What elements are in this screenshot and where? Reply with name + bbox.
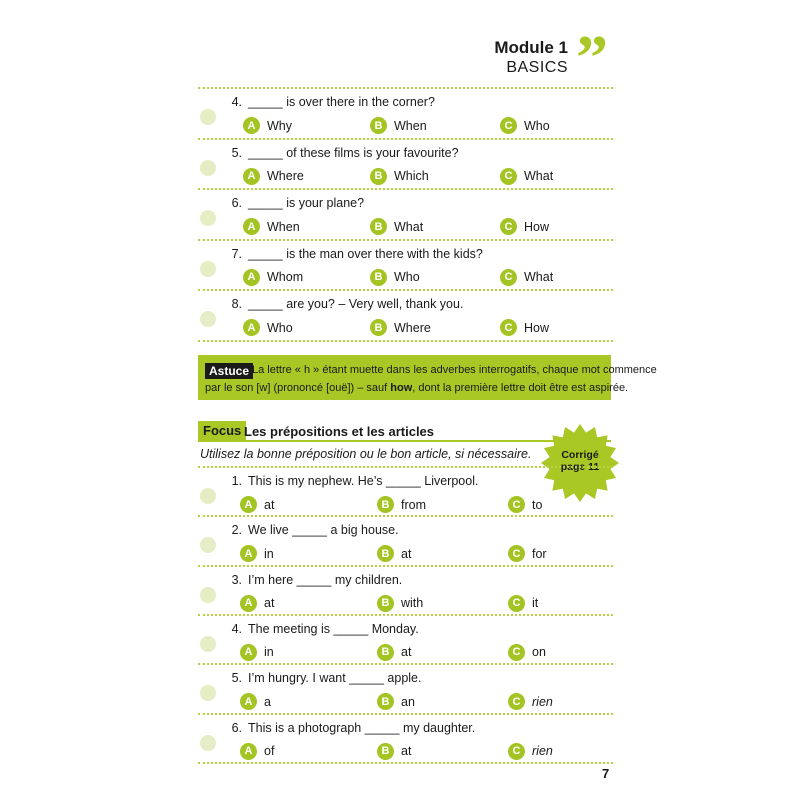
answer-checkbox[interactable] <box>200 636 216 652</box>
module-title: Module 1 <box>494 38 568 57</box>
option-letter-badge: C <box>500 319 517 336</box>
option-b[interactable] <box>377 496 426 513</box>
option-label: How <box>524 320 550 335</box>
option-label: a <box>264 694 271 709</box>
question-text: I’m here _____ my children. <box>248 572 403 587</box>
answer-checkbox[interactable] <box>200 685 216 701</box>
option-label: Who <box>524 118 550 133</box>
question-item <box>220 146 640 186</box>
question-number: 6. <box>231 196 242 210</box>
answer-checkbox[interactable] <box>200 587 216 603</box>
option-label: How <box>524 219 550 234</box>
question-number: 4. <box>231 95 242 109</box>
option-label: Who <box>394 270 420 284</box>
option-a[interactable] <box>240 496 274 513</box>
question-item <box>220 196 640 236</box>
option-label: When <box>394 118 427 133</box>
option-letter-badge: C <box>500 269 517 286</box>
answer-checkbox[interactable] <box>200 488 216 504</box>
option-c[interactable] <box>508 743 553 760</box>
option-letter-badge: A <box>243 168 260 185</box>
answer-checkbox[interactable] <box>200 735 216 751</box>
option-letter-badge: C <box>508 595 525 612</box>
option-letter-badge: B <box>370 168 387 185</box>
option-a[interactable] <box>240 743 274 760</box>
astuce-line-2-start: par le son [w] (prononcé [ouë]) – sauf <box>205 382 391 394</box>
option-label: in <box>264 645 274 660</box>
option-letter-badge: C <box>500 168 517 185</box>
option-a[interactable] <box>243 218 300 235</box>
option-label: with <box>401 596 424 611</box>
option-c[interactable] <box>500 218 549 235</box>
option-letter-badge: C <box>508 743 525 760</box>
option-letter-badge: C <box>508 693 525 710</box>
option-c[interactable] <box>508 595 538 612</box>
option-letter-badge: C <box>508 644 525 661</box>
question-text: _____ are you? – Very well, thank you. <box>248 297 464 311</box>
option-b[interactable] <box>370 168 429 185</box>
question-number: 4. <box>231 621 242 636</box>
module-header <box>494 38 568 78</box>
option-letter-badge: A <box>240 545 257 562</box>
option-letter-badge: B <box>377 595 394 612</box>
dotted-divider <box>198 614 613 616</box>
option-letter-badge: A <box>243 117 260 134</box>
question-number: 5. <box>231 145 242 160</box>
option-label: on <box>532 645 546 660</box>
question-number: 2. <box>231 523 242 538</box>
option-b[interactable] <box>370 117 427 134</box>
option-a[interactable] <box>243 319 293 336</box>
option-letter-badge: B <box>377 644 394 661</box>
question-number: 5. <box>231 671 242 686</box>
option-label: for <box>532 546 547 561</box>
astuce-line-1: La lettre « h » étant muette dans les adverbes interrogatifs, chaque mot commence <box>252 364 657 376</box>
dotted-divider <box>198 713 613 715</box>
option-a[interactable] <box>240 693 271 710</box>
option-letter-badge: C <box>500 117 517 134</box>
question-text: This is my nephew. He’s _____ Liverpool. <box>248 474 479 488</box>
option-label: What <box>394 219 424 234</box>
option-letter-badge: A <box>243 319 260 336</box>
dotted-divider <box>198 138 613 140</box>
question-text: _____ is the man over there with the kids? <box>248 246 483 261</box>
answer-checkbox[interactable] <box>200 210 216 226</box>
answer-checkbox[interactable] <box>200 160 216 176</box>
option-a[interactable] <box>240 644 274 661</box>
corrige-label: Corrigé <box>561 449 599 461</box>
focus-instruction: Utilisez la bonne préposition ou le bon article, si nécessaire. <box>200 447 532 461</box>
module-section: BASICS <box>506 59 568 76</box>
option-letter-badge: B <box>370 269 387 286</box>
dotted-divider <box>198 663 613 665</box>
option-b[interactable] <box>370 218 423 235</box>
question-number: 3. <box>231 572 242 587</box>
option-label: in <box>264 546 274 561</box>
option-letter-badge: A <box>243 218 260 235</box>
option-label: rien <box>532 694 553 709</box>
answer-checkbox[interactable] <box>200 537 216 553</box>
option-letter-badge: A <box>240 595 257 612</box>
option-c[interactable] <box>500 269 553 286</box>
option-b[interactable] <box>377 545 411 562</box>
answer-checkbox[interactable] <box>200 109 216 125</box>
option-letter-badge: A <box>240 644 257 661</box>
dotted-divider <box>198 466 613 468</box>
astuce-line-2-end: , dont la première lettre doit être est aspirée. <box>412 382 629 394</box>
astuce-line-2 <box>205 382 628 394</box>
question-item <box>220 95 640 135</box>
option-label: it <box>532 596 539 611</box>
dotted-divider <box>198 289 613 291</box>
option-letter-badge: A <box>243 269 260 286</box>
corrige-badge[interactable] <box>552 449 608 473</box>
astuce-keyword: how <box>390 382 413 394</box>
option-label: What <box>524 169 554 183</box>
option-label: from <box>401 497 426 512</box>
dotted-divider <box>198 340 613 342</box>
question-item <box>220 721 640 761</box>
option-b[interactable] <box>370 269 420 286</box>
option-letter-badge: A <box>240 693 257 710</box>
option-label: at <box>264 596 275 611</box>
question-number: 8. <box>231 297 242 311</box>
option-label: at <box>264 497 275 512</box>
option-b[interactable] <box>370 319 431 336</box>
question-number: 7. <box>231 246 242 261</box>
question-item <box>220 622 640 662</box>
question-item <box>220 474 640 514</box>
astuce-tag: Astuce <box>205 363 253 379</box>
question-number: 6. <box>231 720 242 735</box>
option-label: Where <box>267 169 304 183</box>
option-label: at <box>401 645 412 660</box>
option-a[interactable] <box>243 269 303 286</box>
answer-checkbox[interactable] <box>200 311 216 327</box>
option-label: an <box>401 694 415 709</box>
question-item <box>220 297 640 337</box>
option-label: of <box>264 744 275 758</box>
astuce-box <box>198 355 657 400</box>
option-label: rien <box>532 744 553 758</box>
option-b[interactable] <box>377 644 411 661</box>
question-item <box>220 573 640 613</box>
option-label: What <box>524 270 554 284</box>
focus-title: Les prépositions et les articles <box>244 424 435 439</box>
option-a[interactable] <box>243 117 292 134</box>
question-text: _____ is over there in the corner? <box>248 95 435 109</box>
option-label: When <box>267 219 300 234</box>
option-c[interactable] <box>508 496 542 513</box>
question-item <box>220 247 640 287</box>
option-letter-badge: B <box>370 319 387 336</box>
option-letter-badge: C <box>508 545 525 562</box>
option-label: to <box>532 497 543 512</box>
question-text: The meeting is _____ Monday. <box>248 621 419 636</box>
option-label: Why <box>267 118 292 133</box>
option-letter-badge: B <box>377 545 394 562</box>
option-letter-badge: B <box>377 743 394 760</box>
option-c[interactable] <box>500 168 553 185</box>
question-text: I’m hungry. I want _____ apple. <box>248 671 422 686</box>
question-text: _____ of these films is your favourite? <box>248 145 459 160</box>
option-label: Which <box>394 169 429 183</box>
question-number: 1. <box>231 474 242 488</box>
option-a[interactable] <box>240 595 274 612</box>
option-letter-badge: B <box>377 496 394 513</box>
option-c[interactable] <box>500 117 550 134</box>
dotted-divider <box>198 239 613 241</box>
option-b[interactable] <box>377 693 415 710</box>
option-letter-badge: B <box>370 117 387 134</box>
corrige-page: page 11 <box>560 461 600 473</box>
option-c[interactable] <box>508 644 546 661</box>
option-letter-badge: A <box>240 496 257 513</box>
option-letter-badge: B <box>370 218 387 235</box>
option-label: Who <box>267 320 293 335</box>
dotted-divider <box>198 515 613 517</box>
dotted-divider <box>198 87 613 89</box>
dotted-divider <box>198 188 613 190</box>
question-item <box>220 523 640 563</box>
dotted-divider <box>198 565 613 567</box>
option-b[interactable] <box>377 743 411 760</box>
option-label: at <box>401 546 412 561</box>
option-c[interactable] <box>500 319 549 336</box>
option-b[interactable] <box>377 595 423 612</box>
question-text: This is a photograph _____ my daughter. <box>248 720 476 735</box>
option-a[interactable] <box>240 545 274 562</box>
dotted-divider <box>198 762 613 764</box>
option-label: Where <box>394 320 431 335</box>
option-a[interactable] <box>243 168 304 185</box>
option-letter-badge: C <box>508 496 525 513</box>
option-letter-badge: C <box>500 218 517 235</box>
option-letter-badge: B <box>377 693 394 710</box>
option-c[interactable] <box>508 545 547 562</box>
option-c[interactable] <box>508 693 553 710</box>
question-text: _____ is your plane? <box>248 196 365 210</box>
question-text: We live _____ a big house. <box>248 523 399 538</box>
quote-icon: ” <box>576 22 608 93</box>
option-label: Whom <box>267 270 304 284</box>
page-number: 7 <box>602 766 610 781</box>
focus-tag: Focus <box>198 421 246 441</box>
option-letter-badge: A <box>240 743 257 760</box>
question-item <box>220 671 640 711</box>
answer-checkbox[interactable] <box>200 261 216 277</box>
option-label: at <box>401 744 412 758</box>
